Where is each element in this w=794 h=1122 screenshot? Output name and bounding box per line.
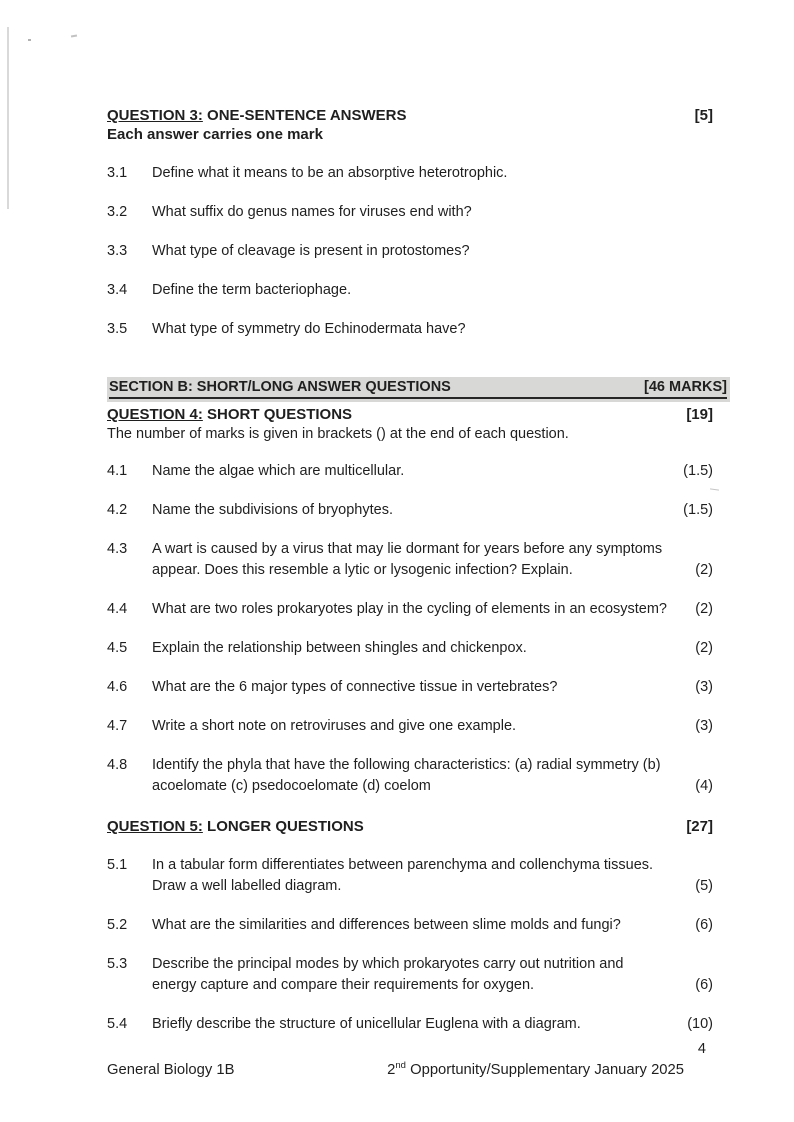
- question-text: What suffix do genus names for viruses end with?: [152, 204, 472, 220]
- question-text: What are two roles prokaryotes play in the cycling of elements in an ecosystem?: [152, 601, 667, 617]
- question-text: Write a short note on retroviruses and give one example.: [152, 718, 517, 734]
- question-row: [107, 241, 713, 262]
- question-row: [107, 500, 713, 521]
- section-b-marks: [46 MARKS]: [644, 379, 727, 395]
- question-number: 3.5: [107, 321, 128, 337]
- question-marks: (6): [695, 917, 713, 933]
- question-number: 4.7: [107, 718, 128, 734]
- question3-subtitle: Each answer carries one mark: [107, 126, 323, 143]
- question-row: [107, 599, 713, 620]
- question-text: Briefly describe the structure of unicellular Euglena with a diagram.: [152, 1016, 581, 1032]
- question-text: What are the similarities and differences between slime molds and fungi?: [152, 917, 621, 933]
- question-row: [107, 954, 713, 996]
- question-text: Identify the phyla that have the following characteristics: (a) radial symmetry (b) acoelomate (c) psedocoelomate (d) coelom: [152, 757, 661, 794]
- question-row: [107, 716, 713, 737]
- question-text: Name the subdivisions of bryophytes.: [152, 502, 393, 518]
- question-number: 4.1: [107, 463, 128, 479]
- question-number: 4.5: [107, 640, 128, 656]
- question3-marks: [5]: [694, 107, 713, 124]
- scan-artifact-speck: [71, 34, 77, 37]
- question-marks: (3): [695, 718, 713, 734]
- question4-title-text: SHORT QUESTIONS: [202, 406, 353, 423]
- footer-session-text: Opportunity/Supplementary January 2025: [405, 1062, 684, 1078]
- scan-artifact-speck: [28, 39, 31, 41]
- question-row: [107, 202, 713, 223]
- footer-exam-session: [387, 1062, 713, 1078]
- question-number: 4.3: [107, 541, 128, 557]
- scan-artifact-vertical-line: [7, 27, 9, 209]
- question-marks: (2): [695, 601, 713, 617]
- page-number: 4: [697, 1041, 706, 1057]
- question4-title: [107, 405, 352, 424]
- question-row: [107, 319, 713, 340]
- question-number: 5.4: [107, 1016, 128, 1032]
- question5-items: [107, 855, 713, 1035]
- question5-title: [107, 817, 364, 836]
- footer-session-ordinal: nd: [395, 1060, 406, 1072]
- question-number: 4.8: [107, 757, 128, 773]
- question5-title-text: LONGER QUESTIONS: [202, 818, 364, 835]
- question3-title: [107, 106, 407, 125]
- question-text: Explain the relationship between shingles and chickenpox.: [152, 640, 527, 656]
- question3-header: [107, 106, 713, 125]
- question-number: 3.2: [107, 204, 128, 220]
- question-marks: (4): [695, 778, 713, 794]
- question5-marks: [27]: [686, 818, 713, 835]
- question-marks: (3): [695, 679, 713, 695]
- question-marks: (6): [695, 977, 713, 993]
- question3-title-text: ONE-SENTENCE ANSWERS: [202, 107, 407, 124]
- question-number: 4.4: [107, 601, 128, 617]
- question-text: A wart is caused by a virus that may lie dormant for years before any symptoms appear. Does this resemble a lytic or lysogenic infection? Explain.: [152, 541, 663, 578]
- question4-marks: [19]: [686, 406, 713, 423]
- question-number: 3.3: [107, 243, 128, 259]
- question-row: [107, 280, 713, 301]
- question-marks: (2): [695, 562, 713, 578]
- section-b-title: SECTION B: SHORT/LONG ANSWER QUESTIONS: [109, 379, 451, 395]
- question-marks: (1.5): [683, 502, 713, 518]
- question-marks: (5): [695, 878, 713, 894]
- footer-course-title: General Biology 1B: [107, 1062, 235, 1078]
- question-number: 5.3: [107, 956, 128, 972]
- page-content: [107, 106, 727, 1053]
- question4-header: [107, 405, 713, 424]
- question-row: [107, 755, 713, 797]
- question-text: Name the algae which are multicellular.: [152, 463, 405, 479]
- question-number: 3.1: [107, 165, 128, 181]
- question-text: Define what it means to be an absorptive heterotrophic.: [152, 165, 508, 181]
- question-row: [107, 163, 713, 184]
- question-number: 4.2: [107, 502, 128, 518]
- question-row: [107, 638, 713, 659]
- question-row: [107, 855, 713, 897]
- question-text: What type of cleavage is present in protostomes?: [152, 243, 470, 259]
- question-row: [107, 539, 713, 581]
- question-number: 3.4: [107, 282, 128, 298]
- question-marks: (2): [695, 640, 713, 656]
- section-b-header: [109, 379, 727, 399]
- question-row: [107, 915, 713, 936]
- question-number: 4.6: [107, 679, 128, 695]
- question-marks: (1.5): [683, 463, 713, 479]
- question-number: 5.1: [107, 857, 128, 873]
- question-text: In a tabular form differentiates between parenchyma and collenchyma tissues. Draw a well labelled diagram.: [152, 857, 654, 894]
- question-text: What type of symmetry do Echinodermata have?: [152, 321, 466, 337]
- question5-label: QUESTION 5:: [107, 818, 203, 835]
- question5-header: [107, 817, 713, 836]
- question4-label: QUESTION 4:: [107, 406, 203, 423]
- question-row: [107, 677, 713, 698]
- question-row: [107, 1014, 713, 1035]
- section-b-bar: [107, 377, 730, 402]
- question-text: What are the 6 major types of connective tissue in vertebrates?: [152, 679, 558, 695]
- question3-items: [107, 163, 713, 340]
- question-row: [107, 461, 713, 482]
- question-number: 5.2: [107, 917, 128, 933]
- question-text: Describe the principal modes by which prokaryotes carry out nutrition and energy capture and compare their requirements for oxygen.: [152, 956, 624, 993]
- footer-session-number: 2: [387, 1062, 396, 1078]
- question-text: Define the term bacteriophage.: [152, 282, 352, 298]
- question4-items: [107, 461, 713, 797]
- question-marks: (10): [687, 1016, 713, 1032]
- question4-note: The number of marks is given in brackets () at the end of each question.: [107, 426, 569, 442]
- page-footer: [107, 1062, 713, 1078]
- question3-label: QUESTION 3:: [107, 107, 203, 124]
